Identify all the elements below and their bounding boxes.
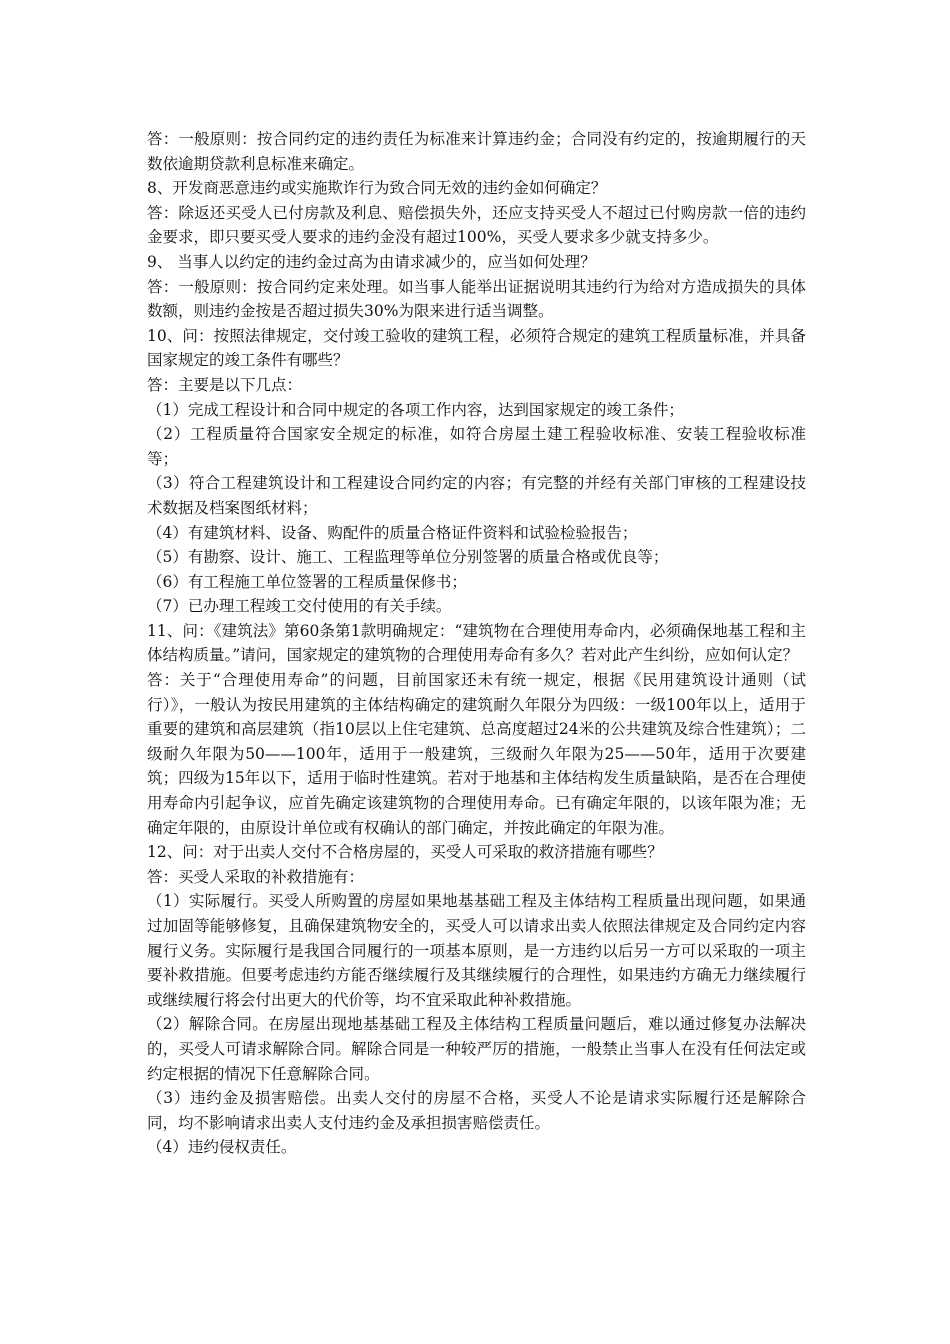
question-paragraph: 12、问：对于出卖人交付不合格房屋的，买受人可采取的救济措施有哪些？ xyxy=(147,843,663,862)
list-item: （4）违约侵权责任。 xyxy=(147,1138,297,1157)
list-item: （5）有勘察、设计、施工、工程监理等单位分别签署的质量合格或优良等； xyxy=(147,548,669,567)
question-paragraph: 11、问：《建筑法》第60条第1款明确规定：“建筑物在合理使用寿命内，必须确保地基工程和主体结构质量。”请问，国家规定的建筑物的合理使用寿命有多久？若对此产生纠纷，应如何认定？ xyxy=(147,621,806,665)
question-paragraph: 9、 当事人以约定的违约金过高为由请求减少的，应当如何处理？ xyxy=(147,252,596,271)
list-item: （2）工程质量符合国家安全规定的标准，如符合房屋土建工程验收标准、安装工程验收标准等； xyxy=(147,425,806,468)
list-item: （4）有建筑材料、设备、购配件的质量合格证件资料和试验检验报告； xyxy=(147,523,638,542)
answer-paragraph: 答：一般原则：按合同约定来处理。如当事人能举出证据说明其违约行为给对方造成损失的具体数额，则违约金按是否超过损失30%为限来进行适当调整。 xyxy=(147,277,806,321)
question-paragraph: 8、开发商恶意违约或实施欺诈行为致合同无效的违约金如何确定？ xyxy=(147,179,607,198)
list-item: （1）实际履行。买受人所购置的房屋如果地基基础工程及主体结构工程质量出现问题，如果通过加固等能够修复，且确保建筑物安全的，买受人可以请求出卖人依照法律规定及合同约定内容履行义务。实际履行是我国合同履行的一项基本原则，是一方违约以后另一方可以采取的一项主要补救措施。但要考虑违约方能否继续履行及其继续履行的合理性，如果违约方确无力继续履行或继续履行将会付出更大的代价等，均不宜采取此种补救措施。 xyxy=(147,892,806,1009)
list-item: （2）解除合同。在房屋出现地基基础工程及主体结构工程质量问题后，难以通过修复办法解决的，买受人可请求解除合同。解除合同是一种较严厉的措施，一般禁止当事人在没有任何法定或约定根据的情况下任意解除合同。 xyxy=(147,1015,806,1083)
question-paragraph: 10、问：按照法律规定，交付竣工验收的建筑工程，必须符合规定的建筑工程质量标准，并具备国家规定的竣工条件有哪些？ xyxy=(147,326,806,370)
list-item: （1）完成工程设计和合同中规定的各项工作内容，达到国家规定的竣工条件； xyxy=(147,400,684,419)
list-item: （6）有工程施工单位签署的工程质量保修书； xyxy=(147,572,467,591)
document-page xyxy=(147,127,806,1160)
list-item: （7）已办理工程竣工交付使用的有关手续。 xyxy=(147,597,452,616)
answer-paragraph: 答：关于“合理使用寿命”的问题，目前国家还未有统一规定，根据《民用建筑设计通则（试行）》，一般认为按民用建筑的主体结构确定的建筑耐久年限分为四级：一级100年以上，适用于重要的建筑和高层建筑（指10层以上住宅建筑、总高度超过24米的公共建筑及综合性建筑）；二级耐久年限为50——100年，适用于一般建筑，三级耐久年限为25——50年，适用于次要建筑；四级为15年以下，适用于临时性建筑。若对于地基和主体结构发生质量缺陷，是否在合理使用寿命内引起争议，应首先确定该建筑物的合理使用寿命。已有确定年限的，以该年限为准；无确定年限的，由原设计单位或有权确认的部门确定，并按此确定的年限为准。 xyxy=(147,671,806,837)
answer-paragraph: 答：买受人采取的补救措施有： xyxy=(147,867,365,886)
answer-paragraph: 答：一般原则：按合同约定的违约责任为标准来计算违约金；合同没有约定的，按逾期履行的天数依逾期贷款利息标准来确定。 xyxy=(147,130,806,173)
answer-paragraph: 答：主要是以下几点： xyxy=(147,375,303,394)
answer-paragraph: 答：除返还买受人已付房款及利息、赔偿损失外，还应支持买受人不超过已付购房款一倍的违约金要求，即只要买受人要求的违约金没有超过100%，买受人要求多少就支持多少。 xyxy=(147,203,806,247)
list-item: （3）符合工程建筑设计和工程建设合同约定的内容；有完整的并经有关部门审核的工程建设技术数据及档案图纸材料； xyxy=(147,474,806,517)
list-item: （3）违约金及损害赔偿。出卖人交付的房屋不合格，买受人不论是请求实际履行还是解除合同，均不影响请求出卖人支付违约金及承担损害赔偿责任。 xyxy=(147,1089,806,1132)
